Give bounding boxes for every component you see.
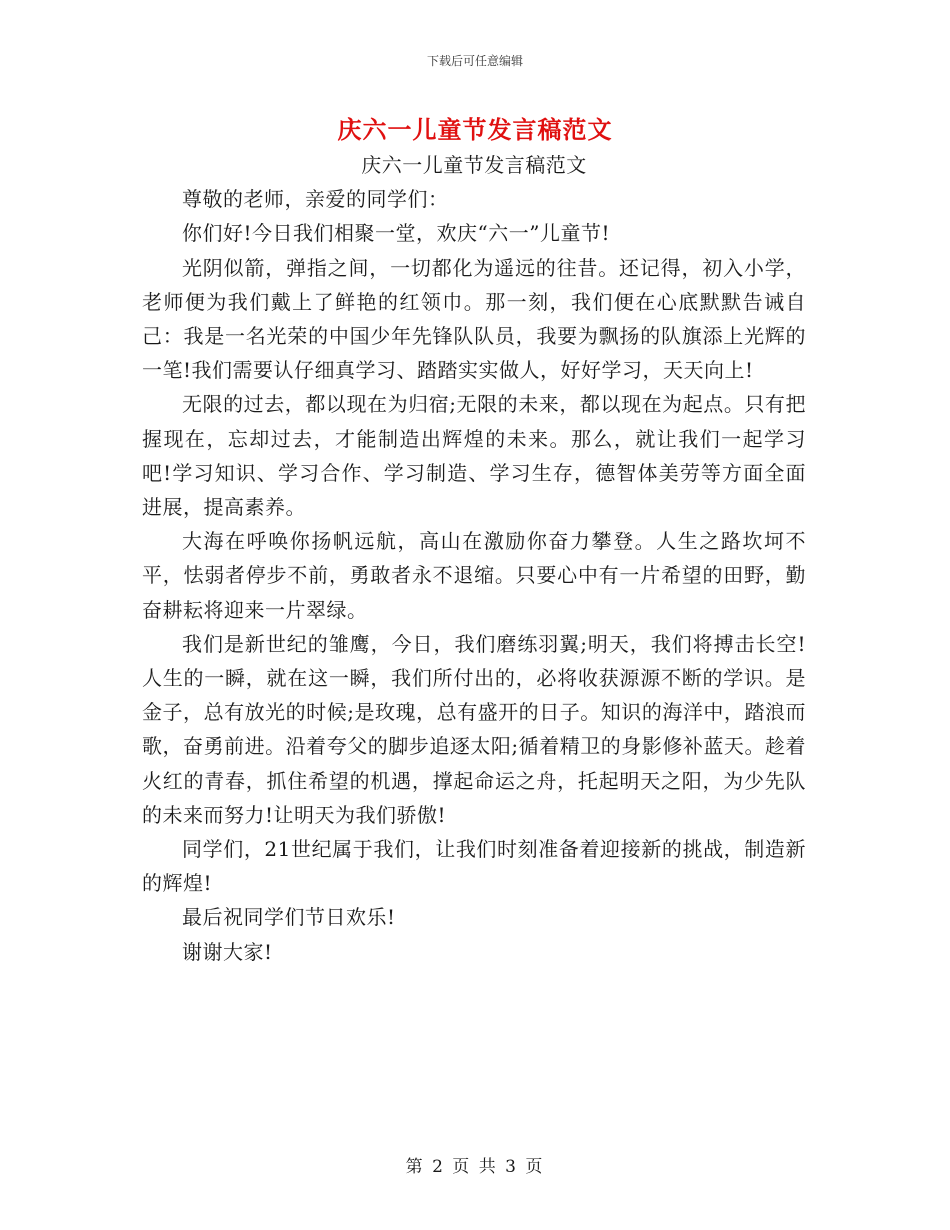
body-paragraph: 同学们，21世纪属于我们，让我们时刻准备着迎接新的挑战，制造新的辉煌! — [142, 837, 806, 896]
header-note: 下载后可任意编辑 — [426, 54, 523, 68]
page-number: 第 2 页 共 3 页 — [405, 1157, 545, 1177]
body-paragraph: 大海在呼唤你扬帆远航，高山在激励你奋力攀登。人生之路坎坷不平，怯弱者停步不前，勇敢者永不退缩。只要心中有一片希望的田野，勤奋耕耘将迎来一片翠绿。 — [142, 529, 806, 622]
document-subtitle: 庆六一儿童节发言稿范文 — [361, 153, 587, 177]
greeting-paragraph: 尊敬的老师，亲爱的同学们： — [182, 187, 449, 212]
thanks-paragraph: 谢谢大家! — [182, 939, 273, 964]
welcome-paragraph: 你们好!今日我们相聚一堂，欢庆“六一”儿童节! — [182, 221, 611, 246]
body-paragraph: 光阴似箭，弹指之间，一切都化为遥远的往昔。还记得，初入小学，老师便为我们戴上了鲜艳的红领巾。那一刻，我们便在心底默默告诫自己：我是一名光荣的中国少年先锋队队员，我要为飘扬的队旗添上光辉的一笔!我们需要认仔细真学习、踏踏实实做人，好好学习，天天向上! — [142, 255, 806, 383]
body-paragraph: 我们是新世纪的雏鹰，今日，我们磨练羽翼;明天，我们将搏击长空!人生的一瞬，就在这一瞬，我们所付出的，必将收获源源不断的学识。是金子，总有放光的时候;是玫瑰，总有盛开的日子。知识的海洋中，踏浪而歌，奋勇前进。沿着夸父的脚步追逐太阳;循着精卫的身影修补蓝天。趁着火红的青春，抓住希望的机遇，撑起命运之舟，托起明天之阳，为少先队的未来而努力!让明天为我们骄傲! — [142, 631, 806, 827]
body-paragraph: 无限的过去，都以现在为归宿;无限的未来，都以现在为起点。只有把握现在，忘却过去，才能制造出辉煌的未来。那么，就让我们一起学习吧!学习知识、学习合作、学习制造、学习生存，德智体美劳等方面全面进展，提高素养。 — [142, 392, 806, 520]
closing-wish-paragraph: 最后祝同学们节日欢乐! — [182, 905, 396, 930]
document-title: 庆六一儿童节发言稿范文 — [337, 115, 613, 144]
document-body — [142, 148, 806, 969]
